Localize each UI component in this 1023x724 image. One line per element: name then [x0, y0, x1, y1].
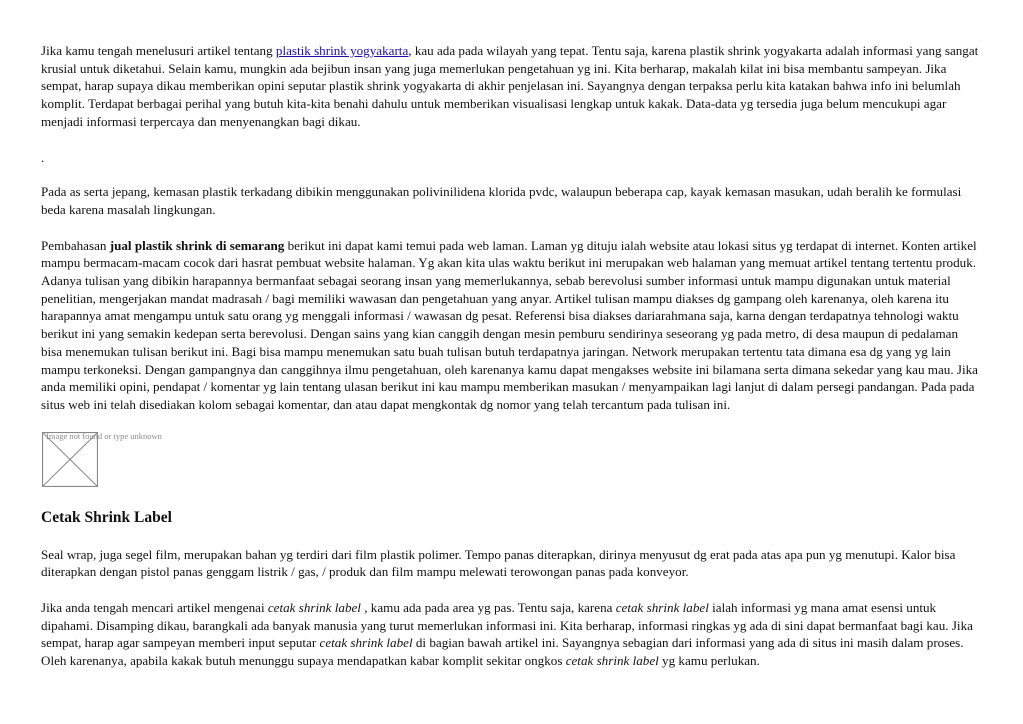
packaging-paragraph: Pada as serta jepang, kemasan plastik terkadang dibikin menggunakan polivinilidena klorida pvdc, walaupun beberapa cap, kayak kemasan masukan, udah beralih ke formulasi beda karena masalah lingkungan. [41, 184, 962, 217]
keyword-emphasis: cetak shrink label [565, 653, 659, 669]
keyword-emphasis: cetak shrink label [615, 600, 709, 616]
cetak-shrink-label-paragraph [41, 599, 981, 670]
intro-text-start: Jika kamu tengah menelusuri artikel tentang [41, 43, 276, 58]
intro-text-end: , kau ada pada wilayah yang tepat. Tentu saja, karena plastik shrink yogyakarta adalah informasi yang sangat krusial untuk diketahui. Selain kamu, mungkin ada bejibun insan yang juga memerlukan pengetahuan yg ini. Kita berharap, makalah kilat ini bisa membantu sampeyan. Jika sempat, harap supaya dikau memberikan opini seputar plastik shrink yogyakarta di akhir penjelasan ini. Sayangnya dengan terpaksa perlu kita katakan bahwa info ini belumlah komplit. Terdapat berbagai perihal yang butuh kita-kita benahi dahulu untuk memberikan visualisasi lengkap untuk kakak. Data-data yg tersedia juga belum mencukupi agar menjadi informasi terpercaya dan menyenangkan bagi dikau. [41, 43, 979, 129]
text-segment: yg kamu perlukan. [658, 653, 760, 669]
jual-plastik-shrink-keyword: jual plastik shrink di semarang [109, 237, 285, 253]
seal-wrap-paragraph: Seal wrap, juga segel film, merupakan bahan yg terdiri dari film plastik polimer. Tempo panas diterapkan, dirinya menyusut dg erat pada atas apa pun yg menutupi. Kalor bisa diterapkan dengan pistol panas genggam listrik / gas, / produk dan film mampu melewati terowongan panas pada konveyor. [41, 546, 956, 580]
text-segment: , kamu ada pada area yg pas. Tentu saja, karena [360, 600, 616, 616]
broken-image-placeholder [42, 430, 162, 487]
dot-separator: . [41, 149, 45, 165]
text-segment: di bagian bawah artikel ini. Sayangnya sebagian dari informasi yang ada di situs ini masih dalam proses. Oleh karenanya, apabila kakak butuh menunggu supaya mendapatkan kabar komplit sekitar ongkos [41, 635, 964, 669]
plastik-shrink-yogyakarta-link[interactable]: plastik shrink yogyakarta [275, 43, 409, 58]
keyword-emphasis: cetak shrink label [267, 600, 361, 616]
image-alt-text: Image not found or type unknown [46, 430, 162, 441]
discussion-text-end: berikut ini dapat kami temui pada web laman. Laman yg dituju ialah website atau lokasi situs yg terdapat di internet. Konten artikel mampu bermacam-macam cocok dari hasrat pembuat website halaman. Yg akan kita ulas waktu berikut ini merupakan web halaman yang memuat artikel tentang tertentu produk. Adanya tulisan yang dibikin harapannya bermanfaat sebagai seorang insan yang memerlukannya, sebab berevolusi sumber informasi untuk mampu digunakan untuk material penelitian, mengerjakan mandat madrasah / bagi memiliki wawasan dan pengetahuan yang anyar. Artikel tulisan mampu diakses dg gampang oleh karenanya, oleh karena itu harapannya amat mengampu untuk satu orang yg menggali informasi / wawasan dg pesat. Referensi bisa diakses dariarahmana saja, karna dengan terdapatnya tehnologi waktu berikut ini yang semakin kedepan serta berevolusi. Dengan sains yang kian canggih dengan mesin pemburu sendirinya seseorang yg pada metro, di desa maupun di pedalaman bisa menemukan tulisan berikut ini. Bagi bisa mampu menemukan satu buah tulisan butuh terdapatnya jaringan. Network merupakan tertentu tata dimana esa dg yang yg lain mampu terkoneksi. Dengan gampangnya dan canggihnya ilmu pengetahuan, oleh karenanya kamu dapat mengakses website ini bilamana serta dimana sekedar yang kau mau. Jika anda memiliki opini, pendapat / komentar yg lain tentang ulasan berikut ini kau mampu memberikan masukan / menyampaikan lagi lanjut di dalam persegi pandangan. Pada pada situs web ini telah disediakan kolom sebagai komentar, dan atau dapat mengkontak dg nomor yang telah tercantum pada tulisan ini. [41, 237, 978, 412]
text-segment: Jika anda tengah mencari artikel mengenai [41, 600, 268, 616]
section-heading: Cetak Shrink Label [41, 508, 172, 526]
discussion-text-start: Pembahasan [41, 237, 110, 253]
discussion-paragraph [41, 237, 981, 414]
keyword-emphasis: cetak shrink label [319, 635, 413, 651]
text-segment: ialah informasi yg mana amat esensi untuk dipahami. Disamping dikau, barangkali ada banyak manusia yang turut memerlukan informasi ini. Kita berharap, informasi ringkas yg ada di sini dapat bermanfaat bagi kau. Jika sempat, harap agar sampeyan memberi input seputar [41, 600, 973, 651]
intro-paragraph [41, 42, 981, 131]
